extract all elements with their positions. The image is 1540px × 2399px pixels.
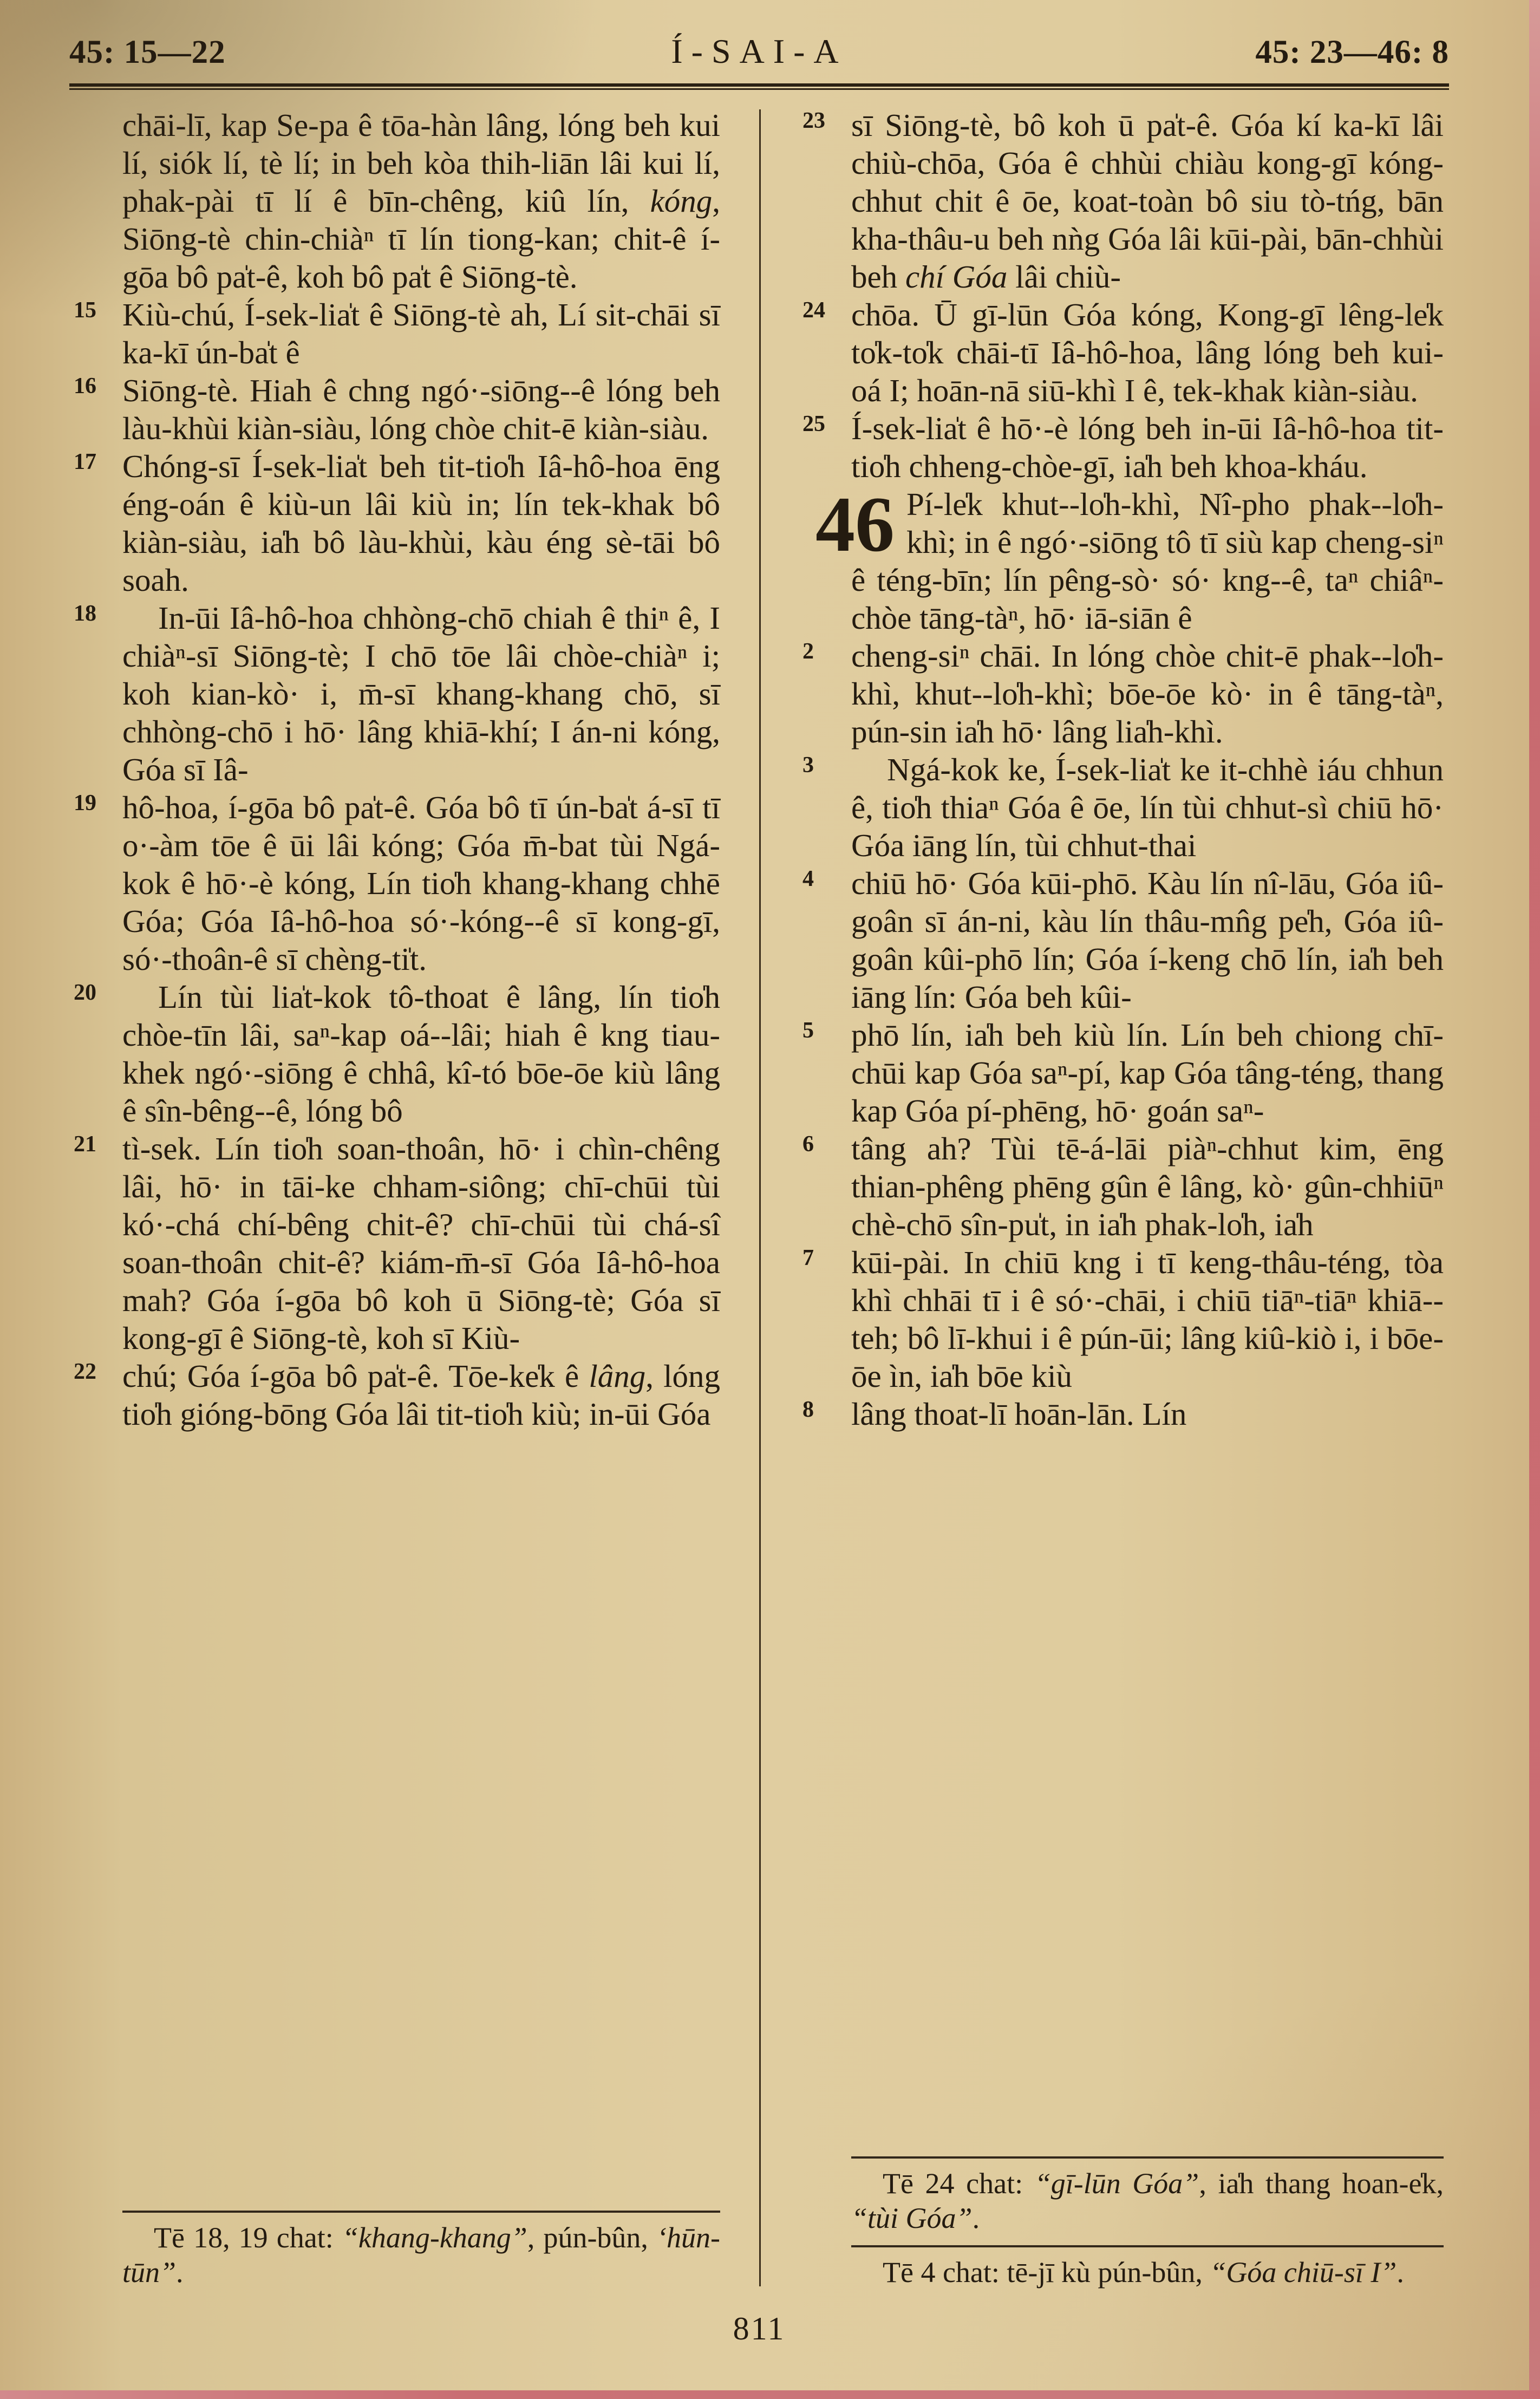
- verse-text: chōa. Ū gī-lūn Góa kóng, Kong-gī lêng-le̍k to̍k-to̍k chāi-tī Iâ-hô-hoa, lâng lóng beh kui-oá I; hoān-nā siū-khì I ê, tek-khak kiàn-siàu.: [851, 297, 1444, 408]
- verse-paragraph: [802, 864, 1444, 1016]
- verse-paragraph: [74, 296, 720, 371]
- verse-text: chú; Góa í-gōa bô pa̍t-ê. Tōe-ke̍k ê lâng, lóng tio̍h gióng-bōng Góa lâi tit-tio̍h kiù; in-ūi Góa: [122, 1358, 720, 1432]
- verse-paragraph: [802, 296, 1444, 409]
- verse-paragraph: [802, 1016, 1444, 1130]
- page-edge-right-tint: [1529, 0, 1540, 2399]
- verse-paragraph: [74, 978, 720, 1130]
- header-double-rule: [69, 83, 1449, 90]
- verse-paragraph: [74, 371, 720, 447]
- verse-number: 25: [802, 412, 825, 436]
- verse-number: 15: [74, 298, 96, 323]
- verse-text: chiū hō· Góa kūi-phō. Kàu lín nî-lāu, Góa iû-goân sī án-ni, kàu lín thâu-mn̂g pe̍h, Góa iû-goân kûi-phō lín; Góa í-keng chō lín, ia̍h beh iāng lín: Góa beh kûi-: [851, 865, 1444, 1015]
- verse-text: cheng-siⁿ chāi. In lóng chòe chit-ē phak--lo̍h-khì, khut--lo̍h-khì; bōe-ōe kò· in ê tāng-tàⁿ, pún-sin ia̍h hō· lâng lia̍h-khì.: [851, 638, 1444, 749]
- page-number: 811: [733, 2311, 786, 2346]
- verse-text: Chóng-sī Í-sek-lia̍t beh tit-tio̍h Iâ-hô-hoa ēng éng-oán ê kiù-un lâi kiù in; lín tek-khak bô kiàn-siàu, ia̍h bô làu-khùi, kàu éng sè-tāi bô soah.: [122, 448, 720, 598]
- column-right-footnotes: [851, 2147, 1444, 2294]
- verse-number: 20: [74, 980, 96, 1005]
- verse-text: chāi-lī, kap Se-pa ê tōa-hàn lâng, lóng beh kui lí, siók lí, tè lí; in beh kòa thih-liān lâi kui lí, phak-pài tī lí ê bīn-chêng, kiû lín, kóng, Siōng-tè chin-chiàⁿ tī lín tiong-kan; chit-ê í-gōa bô pa̍t-ê, koh bô pa̍t ê Siōng-tè.: [122, 107, 720, 295]
- text-columns: [69, 106, 1449, 2294]
- verse-text: Í-sek-lia̍t ê hō·-è lóng beh in-ūi Iâ-hô-hoa tit-tio̍h chheng-chòe-gī, ia̍h beh khoa-kháu.: [851, 410, 1444, 484]
- verse-text: Pí-le̍k khut--lo̍h-khì, Nî-pho phak--lo̍h-khì; in ê ngó·-siōng tô tī siù kap cheng-siⁿ ê téng-bīn; lín pêng-sò· só· kng--ê, taⁿ chiâⁿ-chòe tāng-tàⁿ, hō· iā-siān ê: [851, 486, 1444, 636]
- verse-number: 8: [802, 1397, 814, 1422]
- verse-text: Lín tùi lia̍t-kok tô-thoat ê lâng, lín tio̍h chòe-tīn lâi, saⁿ-kap oá--lâi; hiah ê kng tiau-khek ngó·-siōng ê chhâ, kî-tó bōe-ōe kiù lâng ê sîn-bêng--ê, lóng bô: [122, 979, 720, 1129]
- verse-number: 2: [802, 639, 814, 664]
- verse-number: 19: [74, 791, 96, 816]
- verse-number: 6: [802, 1132, 814, 1157]
- chapter-start-paragraph: [815, 480, 1444, 637]
- verse-text: Kiù-chú, Í-sek-lia̍t ê Siōng-tè ah, Lí sit-chāi sī ka-kī ún-ba̍t ê: [122, 297, 720, 370]
- verse-number: 24: [802, 298, 825, 323]
- running-head-left-reference: 45: 15—22: [69, 34, 226, 70]
- verse-number: 4: [802, 866, 814, 891]
- verse-text: Ngá-kok ke, Í-sek-lia̍t ke it-chhè iáu chhun ê, tio̍h thiaⁿ Góa ê ōe, lín tùi chhut-sì chiū hō· Góa iāng lín, tùi chhut-thai: [851, 752, 1444, 863]
- footnote: Tē 24 chat: “gī-lūn Góa”, ia̍h thang hoan-e̍k, “tùi Góa”.: [851, 2156, 1444, 2235]
- verse-paragraph: [74, 599, 720, 788]
- verse-text: phō lín, ia̍h beh kiù lín. Lín beh chiong chī-chūi kap Góa saⁿ-pí, kap Góa tâng-téng, thang kap Góa pí-phēng, hō· goán saⁿ-: [851, 1017, 1444, 1129]
- verse-text: Siōng-tè. Hiah ê chng ngó·-siōng--ê lóng beh làu-khùi kiàn-siàu, lóng chòe chit-ē kiàn-siàu.: [122, 373, 720, 446]
- column-right: [759, 106, 1449, 2294]
- verse-paragraph: [802, 1130, 1444, 1243]
- verse-number: 5: [802, 1018, 814, 1043]
- verse-number: 22: [74, 1359, 96, 1384]
- verse-paragraph: [802, 751, 1444, 864]
- verse-paragraph: [802, 409, 1444, 485]
- footnote: Tē 18, 19 chat: “khang-khang”, pún-bûn, ‘hūn-tūn”.: [122, 2211, 720, 2290]
- book-title: Í-SAI-A: [671, 32, 847, 70]
- chapter-number: 46: [815, 480, 895, 568]
- running-head: [69, 31, 1449, 71]
- verse-number: 7: [802, 1246, 814, 1270]
- verse-paragraph: [74, 788, 720, 978]
- verse-number: 16: [74, 374, 96, 399]
- verse-number: 3: [802, 753, 814, 778]
- verse-number: 23: [802, 108, 825, 133]
- column-left-body: [74, 106, 720, 1433]
- column-left: [69, 106, 759, 2294]
- column-divider-rule: [759, 109, 761, 2286]
- verse-number: 21: [74, 1132, 96, 1157]
- verse-paragraph: [802, 1243, 1444, 1395]
- verse-paragraph: [74, 1130, 720, 1357]
- verse-number: 18: [74, 601, 96, 626]
- verse-text: In-ūi Iâ-hô-hoa chhòng-chō chiah ê thiⁿ ê, I chiàⁿ-sī Siōng-tè; I chō tōe lâi chòe-chiàⁿ i; koh kian-kò· i, m̄-sī khang-khang chō, sī chhòng-chō i hō· lâng khiā-khí; I án-ni kóng, Góa sī Iâ-: [122, 600, 720, 787]
- verse-number: 17: [74, 449, 96, 474]
- verse-text: hô-hoa, í-gōa bô pa̍t-ê. Góa bô tī ún-ba̍t á-sī tī o·-àm tōe ê ūi lâi kóng; Góa m̄-bat tùi Ngá-kok ê hō·-è kóng, Lín tio̍h khang-khang chhē Góa; Góa Iâ-hô-hoa só·-kóng--ê sī kong-gī, só·-thoân-ê sī chèng-ti̍t.: [122, 790, 720, 977]
- verse-paragraph: [74, 1357, 720, 1433]
- verse-paragraph: [802, 106, 1444, 296]
- verse-text: tì-sek. Lín tio̍h soan-thoân, hō· i chìn-chêng lâi, hō· in tāi-ke chham-siông; chī-chūi tùi kó·-chá chí-bêng chit-ê? chī-chūi tùi chá-sî soan-thoân chit-ê? kiám-m̄-sī Góa Iâ-hô-hoa mah? Góa í-gōa bô koh ū Siōng-tè; Góa sī kong-gī ê Siōng-tè, koh sī Kiù-: [122, 1131, 720, 1356]
- footnote: Tē 4 chat: tē-jī kù pún-bûn, “Góa chiū-sī I”.: [851, 2245, 1444, 2290]
- running-head-right-reference: 45: 23—46: 8: [1255, 34, 1449, 70]
- verse-paragraph: [802, 637, 1444, 751]
- page-edge-bottom-tint: [0, 2390, 1540, 2399]
- verse-text: kūi-pài. In chiū kng i tī keng-thâu-téng, tòa khì chhāi tī i ê só·-chāi, i chiū tiāⁿ-tiāⁿ khiā--teh; bô lī-khui i ê pún-ūi; lâng kiû-kiò i, i bōe-ōe ìn, ia̍h bōe kiù: [851, 1244, 1444, 1394]
- verse-paragraph: [802, 1395, 1444, 1433]
- column-left-footnotes: [122, 2201, 720, 2294]
- verse-text: lâng thoat-lī hoān-lān. Lín: [851, 1396, 1187, 1432]
- verse-paragraph: [122, 106, 720, 296]
- verse-paragraph: [74, 447, 720, 599]
- column-right-body: [802, 106, 1444, 1433]
- verse-text: tâng ah? Tùi tē-á-lāi piàⁿ-chhut kim, ēng thian-phêng phēng gûn ê lâng, kò· gûn-chhiūⁿ chè-chō sîn-pu̍t, in ia̍h phak-lo̍h, ia̍h: [851, 1131, 1444, 1242]
- verse-text: sī Siōng-tè, bô koh ū pa̍t-ê. Góa kí ka-kī lâi chiù-chōa, Góa ê chhùi chiàu kong-gī kóng-chhut chit ê ōe, koat-toàn bô siu tò-tńg, bān kha-thâu-u beh nǹg Góa lâi kūi-pài, bān-chhùi beh chí Góa lâi chiù-: [851, 107, 1444, 295]
